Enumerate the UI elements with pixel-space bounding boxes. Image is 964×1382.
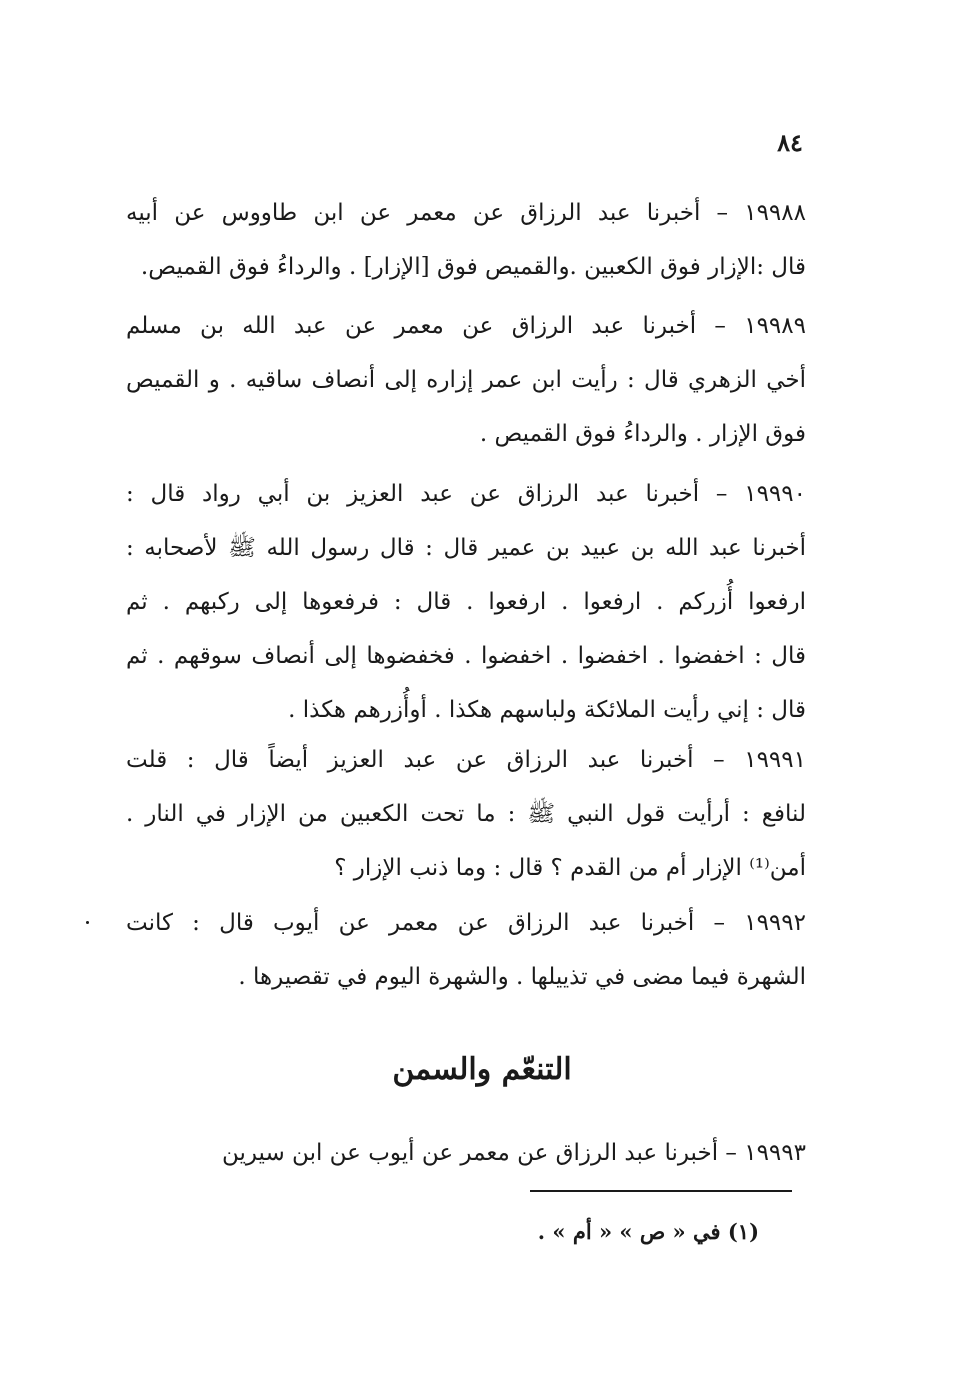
- entry-line: أخبرنا عبد الله بن عبيد بن عمير قال : قال رسول الله ﷺ لأصحابه :: [126, 535, 806, 561]
- entry-line: ارفعوا أُزركم . ارفعوا . ارفعوا . قال : فرفعوها إلى ركبهم . ثم: [126, 589, 806, 615]
- entry-line: قال : إني رأيت الملائكة ولباسهم هكذا . أوأُزرهم هكذا .: [288, 697, 806, 723]
- section-heading: التنعّم والسمن: [392, 1052, 572, 1087]
- entry-line: لنافع : أرأيت قول النبي ﷺ : ما تحت الكعبين من الإزار في النار .: [126, 801, 806, 827]
- entry-line: أخي الزهري قال : رأيت ابن عمر إزاره إلى أنصاف ساقيه . و القميص: [126, 367, 806, 393]
- print-speck: [86, 921, 89, 924]
- hadith-entry-19992: [126, 896, 806, 1004]
- hadith-entry-19991: [126, 733, 806, 895]
- entry-line: الشهرة فيما مضى في تذييلها . والشهرة اليوم في تقصيرها .: [238, 964, 806, 990]
- footnote: (١) في « ص » « أم » .: [537, 1219, 759, 1244]
- entry-line: قال : اخفضوا . اخفضوا . اخفضوا . فخفضوها إلى أنصاف سوقهم . ثم: [126, 643, 806, 669]
- entry-line: ١٩٩٩٣ – أخبرنا عبد الرزاق عن معمر عن أيوب عن ابن سيرين: [221, 1140, 806, 1166]
- entry-line: ١٩٩٨٩ – أخبرنا عبد الرزاق عن معمر عن عبد الله بن مسلم: [126, 313, 806, 339]
- hadith-entry-19989: [126, 299, 806, 461]
- hadith-entry-19988: [126, 186, 806, 294]
- hadith-entry-19990: [126, 467, 806, 737]
- entry-line: قال :الإزار فوق الكعبين .والقميص فوق [الإزار] . والرداءُ فوق القميص.: [140, 254, 806, 280]
- entry-line: ١٩٩٩٠ – أخبرنا عبد الرزاق عن عبد العزيز بن أبي رواد قال :: [126, 481, 806, 507]
- entry-line: ١٩٩٨٨ – أخبرنا عبد الرزاق عن معمر عن ابن طاووس عن أبيه: [126, 200, 806, 226]
- page-number: ٨٤: [777, 128, 803, 157]
- entry-line: ١٩٩٩٢ – أخبرنا عبد الرزاق عن معمر عن أيوب قال : كانت: [126, 910, 806, 936]
- hadith-entry-19993: [126, 1126, 806, 1180]
- entry-line: أمن⁽¹⁾ الإزار أم من القدم ؟ قال : وما ذنب الإزار ؟: [334, 855, 806, 881]
- entry-line: ١٩٩٩١ – أخبرنا عبد الرزاق عن عبد العزيز أيضاً قال : قلت: [126, 747, 806, 773]
- footnote-rule: [530, 1190, 792, 1192]
- entry-line: فوق الإزار . والرداءُ فوق القميص .: [479, 421, 806, 447]
